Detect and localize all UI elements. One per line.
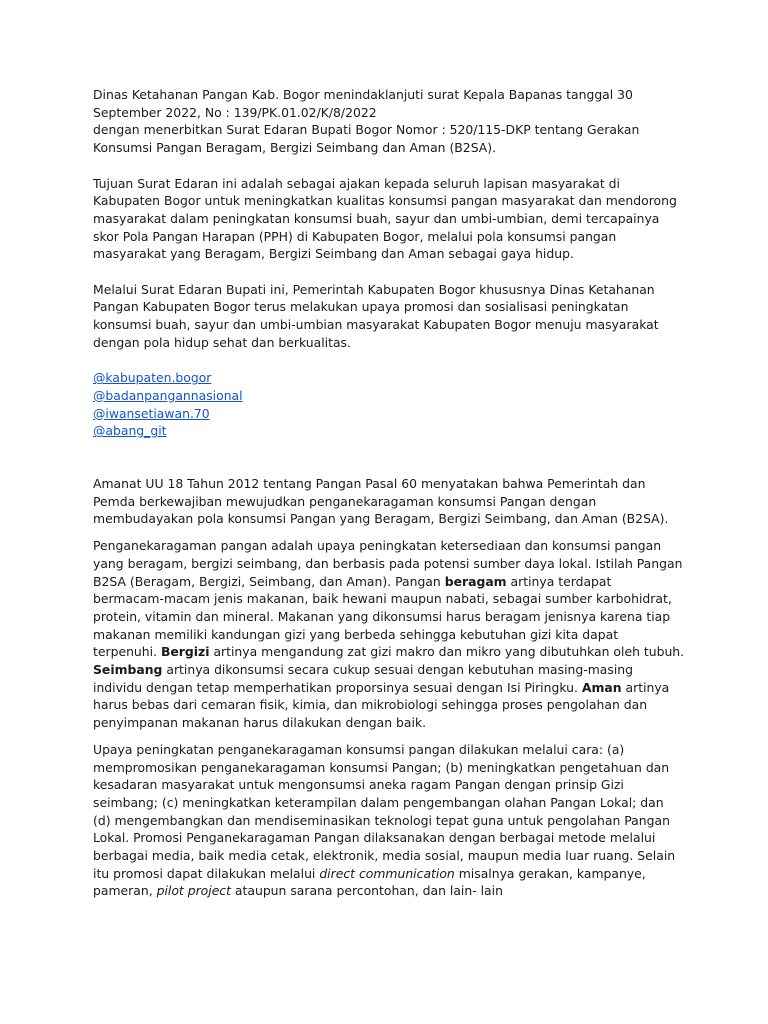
mention-link-iwansetiawan[interactable]: @iwansetiawan.70: [93, 405, 210, 421]
mandate-paragraph: Amanat UU 18 Tahun 2012 tentang Pangan Pasal 60 menyatakan bahwa Pemerintah dan Pemda berkewajiban mewujudkan penganekaragaman konsumsi Pangan dengan membudayakan pola konsumsi Pangan yang Beragam, Bergizi Seimbang, dan Aman (B2SA).: [93, 476, 669, 527]
mention-links: [93, 369, 685, 440]
definition-text-4: artinya dikonsumsi secara cukup sesuai dengan kebutuhan masing-masing individu dengan tetap memperhatikan proporsinya sesuai dengan Isi Piringku.: [93, 662, 633, 695]
term-seimbang: Seimbang: [93, 662, 163, 678]
definition-paragraph: [93, 537, 685, 732]
purpose-paragraph: Tujuan Surat Edaran ini adalah sebagai ajakan kepada seluruh lapisan masyarakat di Kabupaten Bogor untuk meningkatkan kualitas konsumsi pangan masyarakat dan mendorong masyarakat dalam peningkatan konsumsi buah, sayur dan umbi-umbian, demi tercapainya skor Pola Pangan Harapan (PPH) di Kabupaten Bogor, melalui pola konsumsi pangan masyarakat yang Beragam, Bergizi Seimbang dan Aman sebagai gaya hidup.: [93, 175, 677, 262]
efforts-paragraph: [93, 741, 685, 900]
document-page: [93, 86, 685, 900]
promotion-paragraph: Melalui Surat Edaran Bupati ini, Pemerintah Kabupaten Bogor khususnya Dinas Ketahanan Pangan Kabupaten Bogor terus melakukan upaya promosi dan sosialisasi peningkatan konsumsi buah, sayur dan umbi-umbian masyarakat Kabupaten Bogor menuju masyarakat dengan pola hidup sehat dan berkualitas.: [93, 281, 659, 350]
definition-text-3: artinya mengandung zat gizi makro dan mikro yang dibutuhkan oleh tubuh.: [209, 644, 685, 660]
term-beragam: beragam: [444, 573, 507, 589]
intro-section: [93, 86, 685, 157]
term-aman: Aman: [581, 679, 622, 695]
definition-text-1: Penganekaragaman pangan adalah upaya peningkatan ketersediaan dan konsumsi pangan yang beragam, bergizi seimbang, dan berbasis pada potensi sumber daya lokal. Istilah Pangan B2SA (Beragam, Bergizi, Seimbang, dan Aman). Pangan: [93, 538, 683, 589]
term-pilot-project: pilot project: [156, 883, 231, 899]
definition-text-5: artinya harus bebas dari cemaran fisik, kimia, dan mikrobiologi sehingga proses pengolahan dan penyimpanan makanan harus dilakukan dengan baik.: [93, 679, 670, 731]
intro-line-1: Dinas Ketahanan Pangan Kab. Bogor menindaklanjuti surat Kepala Bapanas tanggal 30 September 2022, No : 139/PK.01.02/K/8/2022: [93, 87, 633, 120]
efforts-text-1: Upaya peningkatan penganekaragaman konsumsi pangan dilakukan melalui cara: (a) mempromosikan penganekaragaman konsumsi Pangan; (b) meningkatkan pengetahuan dan kesadaran masyarakat untuk mengonsumsi aneka ragam Pangan dengan prinsip Gizi seimbang; (c) meningkatkan keterampilan dalam pengembangan olahan Pangan Lokal; dan (d) mengembangkan dan mendiseminasikan teknologi tepat guna untuk pengolahan Pangan Lokal. Promosi Penganekaragaman Pangan dilaksanakan dengan berbagai metode melalui berbagai media, baik media cetak, elektronik, media sosial, maupun media luar ruang. Selain itu promosi dapat dilakukan melalui: [93, 741, 676, 881]
intro-line-2: dengan menerbitkan Surat Edaran Bupati Bogor Nomor : 520/115-DKP tentang Gerakan Konsumsi Pangan Beragam, Bergizi Seimbang dan Aman (B2SA).: [93, 122, 640, 156]
mention-link-kabupaten-bogor[interactable]: @kabupaten.bogor: [93, 370, 212, 386]
mention-link-badanpangannasional[interactable]: @badanpangannasional: [93, 387, 243, 403]
efforts-text-3: ataupun sarana percontohan, dan lain- lain: [230, 883, 503, 899]
term-bergizi: Bergizi: [160, 644, 210, 660]
efforts-text-2: misalnya gerakan, kampanye, pameran,: [93, 865, 646, 899]
definition-text-2: artinya terdapat bermacam-macam jenis makanan, baik hewani maupun nabati, sebagai sumber karbohidrat, protein, vitamin dan mineral. Makanan yang dikonsumsi harus beragam jenisnya karena tiap makanan memiliki kandungan gizi yang berbeda sehingga kebutuhan gizi kita dapat terpenuhi.: [93, 573, 672, 660]
mention-link-abang-git[interactable]: @abang_git: [93, 423, 167, 439]
term-direct-communication: direct communication: [319, 865, 455, 881]
